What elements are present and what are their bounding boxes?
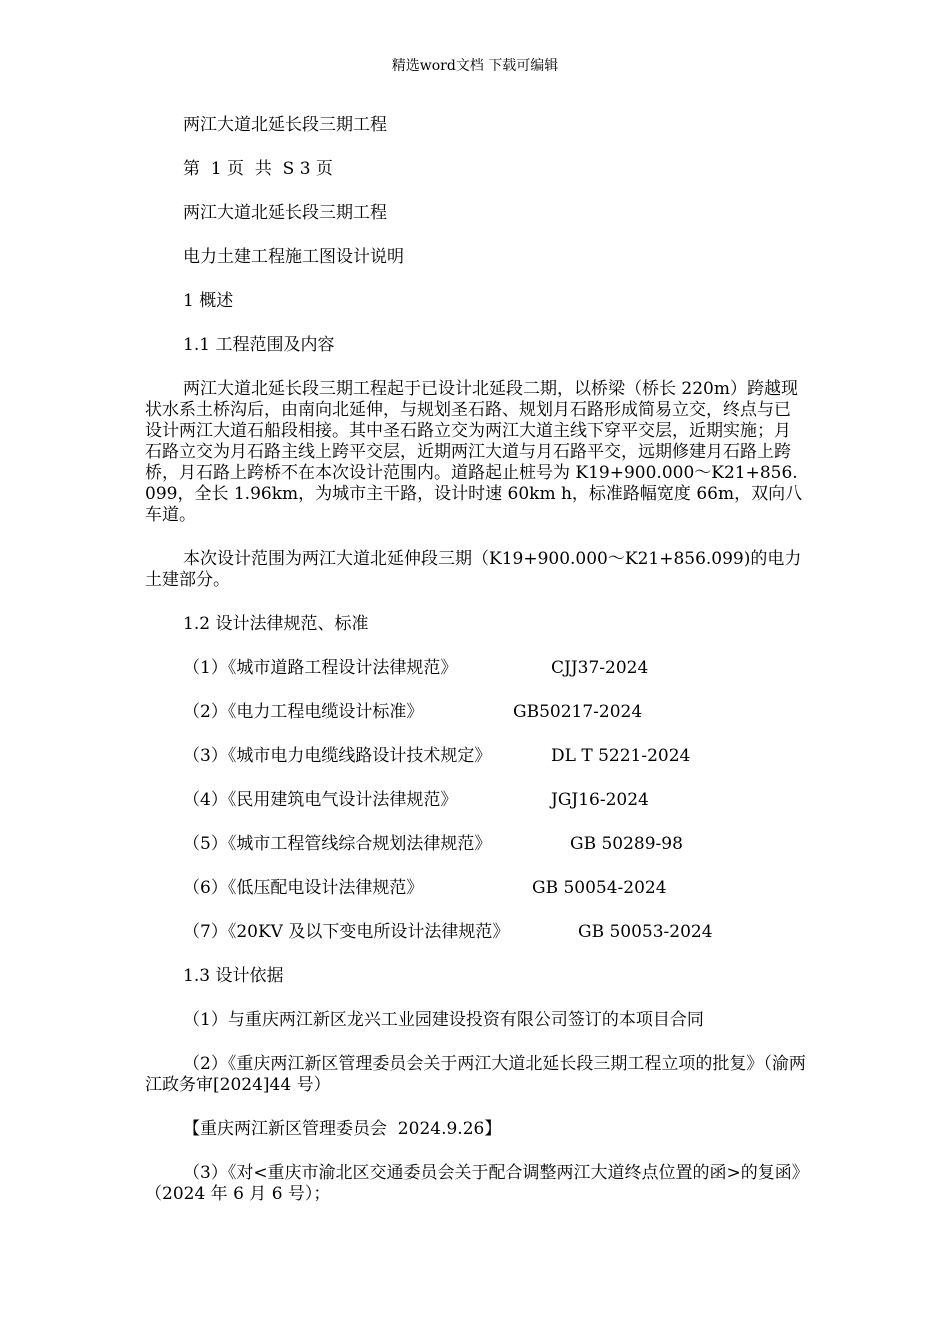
- standard-item: [145, 746, 807, 767]
- document-title: 电力土建工程施工图设计说明: [183, 247, 404, 267]
- section-heading-standards: 1.2 设计法律规范、标准: [183, 614, 369, 634]
- project-title: 两江大道北延长段三期工程: [183, 115, 387, 135]
- standard-name: （2）《电力工程电缆设计标准》: [183, 702, 424, 722]
- standard-name: （7）《20KV 及以下变电所设计法律规范》: [183, 922, 510, 942]
- standard-name: （6）《低压配电设计法律规范》: [183, 878, 424, 898]
- scope-description-paragraph: 两江大道北延长段三期工程起于已设计北延段二期，以桥梁（桥长 220m）跨越现状水系土桥沟后，由南向北延伸，与规划圣石路、规划月石路形成简易立交，终点与已设计两江大道石船段相接。其中圣石路立交为两江大道主线下穿平交层，近期实施；月石路立交为月石路主线上跨平交层，近期两江大道与月石路平交，远期修建月石路上跨桥，月石路上跨桥不在本次设计范围内。道路起止桩号为 K19+900.000～K21+856.099，全长 1.96km，为城市主干路，设计时速 60km h，标准路幅宽度 66m，双向八车道。: [145, 379, 803, 525]
- standard-item: [145, 834, 807, 855]
- standard-code: CJJ37-2024: [551, 658, 649, 678]
- standard-name: （5）《城市工程管线综合规划法律规范》: [183, 834, 492, 854]
- basis-item-reply: （3）《对<重庆市渝北区交通委员会关于配合调整两江大道终点位置的函>的复函》（2024 年 6 月 6 号）；: [145, 1163, 801, 1204]
- standard-code: GB 50289-98: [570, 834, 683, 854]
- page-number-line: 第 1 页 共 S 3 页: [183, 159, 333, 179]
- standard-code: GB50217-2024: [513, 702, 643, 722]
- standard-code: GB 50054-2024: [532, 878, 667, 898]
- standard-item: [145, 922, 807, 943]
- design-range-paragraph: 本次设计范围为两江大道北延伸段三期（K19+900.000～K21+856.099)的电力土建部分。: [145, 549, 802, 590]
- standard-code: DL T 5221-2024: [551, 746, 691, 766]
- basis-item-committee: 【重庆两江新区管理委员会 2024.9.26】: [183, 1119, 502, 1139]
- standard-item: [145, 658, 807, 679]
- standard-item: [145, 878, 807, 899]
- section-heading-scope: 1.1 工程范围及内容: [183, 335, 335, 355]
- standard-code: JGJ16-2024: [551, 790, 649, 810]
- basis-item-approval: （2）《重庆两江新区管理委员会关于两江大道北延长段三期工程立项的批复》（渝两江政务审[2024]44 号）: [145, 1054, 806, 1095]
- section-heading-basis: 1.3 设计依据: [183, 966, 284, 986]
- standard-name: （3）《城市电力电缆线路设计技术规定》: [183, 746, 492, 766]
- standard-name: （1）《城市道路工程设计法律规范》: [183, 658, 458, 678]
- basis-item-contract: （1）与重庆两江新区龙兴工业园建设投资有限公司签订的本项目合同: [183, 1010, 704, 1030]
- standard-code: GB 50053-2024: [578, 922, 713, 942]
- document-body: [145, 115, 807, 1228]
- standard-name: （4）《民用建筑电气设计法律规范》: [183, 790, 458, 810]
- project-title-repeat: 两江大道北延长段三期工程: [183, 203, 387, 223]
- standard-item: [145, 790, 807, 811]
- section-heading-overview: 1 概述: [183, 291, 234, 311]
- standard-item: [145, 702, 807, 723]
- page-header: 精选word文档 下载可编辑: [391, 58, 559, 74]
